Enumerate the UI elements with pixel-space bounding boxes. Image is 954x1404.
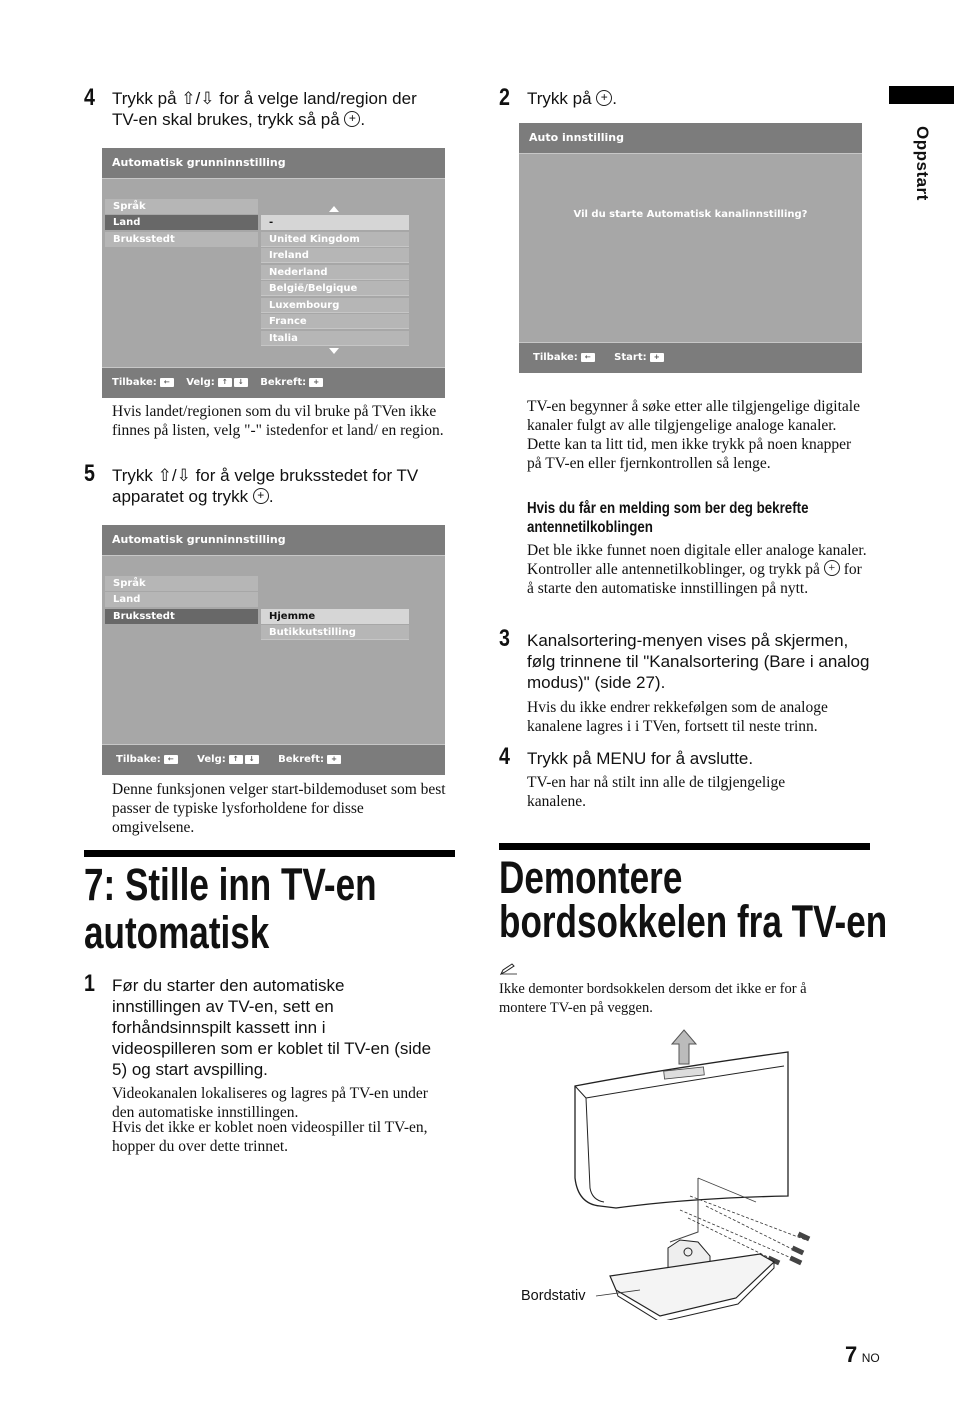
down-key-icon: ↓ [245, 755, 259, 764]
option-item: Nederland [261, 265, 409, 280]
note-text: Hvis landet/regionen som du vil bruke på TVen ikke finnes på listen, velg "-" istedenfor et land/ en region. [112, 403, 444, 439]
section-heading: Demontere [499, 852, 683, 903]
scroll-up-icon [329, 206, 339, 212]
step-text: Kanalsortering-menyen vises på skjermen, følg trinnene til "Kanalsortering (Bare i analog modus)" (side 27). [527, 631, 870, 692]
step-text: Trykk ⇧/⇩ for å velge bruksstedet for TV apparatet og trykk +. [112, 465, 457, 507]
step-text: Trykk på +. [527, 88, 827, 109]
side-tab-bar [889, 86, 954, 104]
enter-button-icon [596, 90, 612, 106]
tv-stand-illustration [560, 1028, 850, 1320]
section-rule [499, 843, 870, 850]
down-key-icon: ↓ [234, 378, 248, 387]
note-text: Det ble ikke funnet noen digitale eller analoge kanaler. Kontroller alle antennetilkoblinger, og trykk på + for å starte den automatiske innstillingen på nytt. [527, 541, 867, 598]
screen-question: Vil du starte Automatisk kanalinnstilling? [573, 209, 808, 220]
step-number: 3 [499, 625, 510, 652]
note-text: Hvis det ikke er koblet noen videospiller til TV-en, hopper du over dette trinnet. [112, 1119, 428, 1155]
up-down-arrow-icon: ⇧/⇩ [157, 466, 191, 485]
section-heading: bordsokkelen fra TV-en [499, 896, 888, 947]
screen-footer: Tilbake: ← Velg: ↑ ↓ Bekreft: + [102, 744, 445, 775]
note-text: Denne funksjonen velger start-bildemoduset som best passer de typiske lysforholdene for disse omgivelsene. [112, 781, 446, 836]
note-text: TV-en har nå stilt inn alle de tilgjengelige kanalene. [527, 774, 786, 810]
scroll-down-icon [329, 348, 339, 354]
step-text: Trykk på MENU for å avslutte. [527, 749, 754, 768]
pencil-tip-icon [499, 962, 519, 976]
section-heading: 7: Stille inn TV-en [84, 859, 377, 910]
back-key-icon: ← [164, 755, 178, 764]
screen-title: Auto innstilling [519, 123, 862, 154]
menu-item-selected: Land [105, 215, 258, 230]
option-item: Italia [261, 331, 409, 346]
side-tab-label: Oppstart [913, 126, 932, 201]
step-number: 2 [499, 84, 510, 111]
tv-menu-screen [102, 148, 445, 398]
tip-text: Ikke demonter bordsokkelen dersom det ikke er for å montere TV-en på veggen. [499, 981, 807, 1016]
option-item: België/Belgique [261, 281, 409, 296]
option-item: Butikkutstilling [261, 625, 409, 640]
step-number: 4 [84, 84, 95, 111]
step-number: 5 [84, 460, 95, 487]
menu-item: Land [105, 592, 258, 607]
up-key-icon: ↑ [218, 378, 232, 387]
note-text: Videokanalen lokaliseres og lagres på TV-en under den automatiske innstillingen. [112, 1085, 428, 1121]
up-down-arrow-icon: ⇧/⇩ [181, 89, 215, 108]
menu-item-selected: Bruksstedt [105, 609, 258, 624]
up-key-icon: ↑ [229, 755, 243, 764]
option-item: Ireland [261, 248, 409, 263]
enter-button-icon [824, 560, 840, 576]
illustration-label: Bordstativ [521, 1288, 586, 1304]
enter-key-icon: + [327, 755, 341, 764]
enter-key-icon: + [309, 378, 323, 387]
back-key-icon: ← [581, 353, 595, 362]
screen-title: Automatisk grunninnstilling [102, 525, 445, 556]
tv-menu-screen [519, 123, 862, 373]
screen-footer: Tilbake: ← Start: + [519, 342, 862, 373]
page-number: 7 NO [845, 1342, 880, 1367]
note-text: TV-en begynner å søke etter alle tilgjengelige digitale kanaler fulgt av alle tilgjengelige analoge kanaler. Dette kan ta litt tid, men ikke trykk på noen knapper på TV-en eller fjernkontrollen så lenge. [527, 398, 860, 472]
step-number: 4 [499, 743, 510, 770]
section-rule [84, 850, 455, 857]
enter-key-icon: + [650, 353, 664, 362]
step-text: Trykk på ⇧/⇩ for å velge land/region der TV-en skal brukes, trykk så på +. [112, 88, 457, 130]
step-number: 1 [84, 970, 95, 997]
option-item: France [261, 314, 409, 329]
option-item-selected: - [261, 215, 409, 230]
menu-item: Språk [105, 199, 258, 214]
enter-button-icon [253, 488, 269, 504]
back-key-icon: ← [160, 378, 174, 387]
screen-footer: Tilbake: ← Velg: ↑ ↓ Bekreft: + [102, 367, 445, 398]
option-item: United Kingdom [261, 232, 409, 247]
tv-menu-screen [102, 525, 445, 775]
section-heading: automatisk [84, 907, 270, 958]
subheading: Hvis du får en melding som ber deg bekrefte antennetilkoblingen [527, 500, 809, 536]
option-item: Luxembourg [261, 298, 409, 313]
option-item-selected: Hjemme [261, 609, 409, 624]
step-text: Før du starter den automatiske innstillingen av TV-en, sett en forhåndsinnspilt kassett inn i videospilleren som er koblet til TV-en (side 5) og start avspilling. [112, 976, 432, 1079]
note-text: Hvis du ikke endrer rekkefølgen som de analoge kanalene lagres i i TVen, fortsett til neste trinn. [527, 699, 828, 735]
menu-item: Språk [105, 576, 258, 591]
enter-button-icon [344, 111, 360, 127]
screen-title: Automatisk grunninnstilling [102, 148, 445, 179]
menu-item: Bruksstedt [105, 232, 258, 247]
